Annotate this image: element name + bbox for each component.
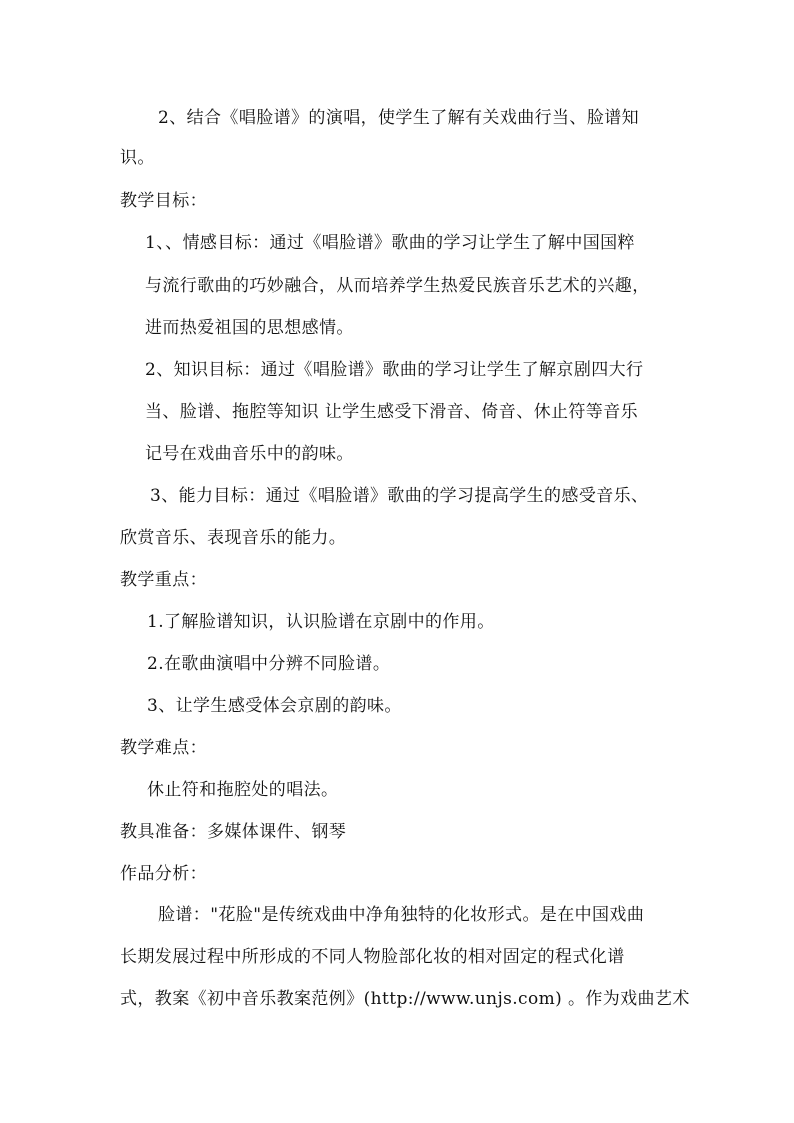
paragraph-line: 记号在戏曲音乐中的韵味。 — [145, 444, 354, 464]
section-heading: 教学重点： — [120, 570, 207, 590]
section-heading: 教具准备：多媒体课件、钢琴 — [120, 822, 347, 842]
section-heading: 教学目标： — [120, 191, 207, 211]
list-item: 1.了解脸谱知识，认识脸谱在京剧中的作用。 — [147, 612, 495, 632]
paragraph-line: 长期发展过程中所形成的不同人物脸部化妆的相对固定的程式化谱 — [120, 947, 625, 967]
list-item: 2.在歌曲演唱中分辨不同脸谱。 — [147, 654, 391, 674]
paragraph-line: 3、能力目标：通过《唱脸谱》歌曲的学习提高学生的感受音乐、 — [150, 486, 649, 506]
paragraph-line: 1、、情感目标：通过《唱脸谱》歌曲的学习让学生了解中国国粹 — [145, 233, 635, 253]
paragraph-line: 当、脸谱、拖腔等知识 让学生感受下滑音、倚音、休止符等音乐 — [145, 402, 639, 422]
paragraph-line: 休止符和拖腔处的唱法。 — [147, 780, 339, 800]
paragraph-line: 进而热爱祖国的思想感情。 — [145, 318, 354, 338]
paragraph-line: 欣赏音乐、表现音乐的能力。 — [120, 528, 347, 548]
paragraph-line: 识。 — [120, 148, 155, 168]
paragraph-line: 式，教案《初中音乐教案范例》(http://www.unjs.com) 。作为戏曲艺术 — [120, 989, 690, 1009]
paragraph-line: 脸谱："花脸"是传统戏曲中净角独特的化妆形式。是在中国戏曲 — [158, 905, 645, 925]
paragraph-line: 与流行歌曲的巧妙融合，从而培养学生热爱民族音乐艺术的兴趣， — [145, 276, 650, 296]
paragraph-line: 2、知识目标：通过《唱脸谱》歌曲的学习让学生了解京剧四大行 — [145, 360, 644, 380]
section-heading: 教学难点： — [120, 738, 207, 758]
section-heading: 作品分析： — [120, 864, 207, 884]
list-item: 3、让学生感受体会京剧的韵味。 — [147, 696, 402, 716]
paragraph-line: 2、结合《唱脸谱》的演唱，使学生了解有关戏曲行当、脸谱知 — [158, 108, 640, 128]
